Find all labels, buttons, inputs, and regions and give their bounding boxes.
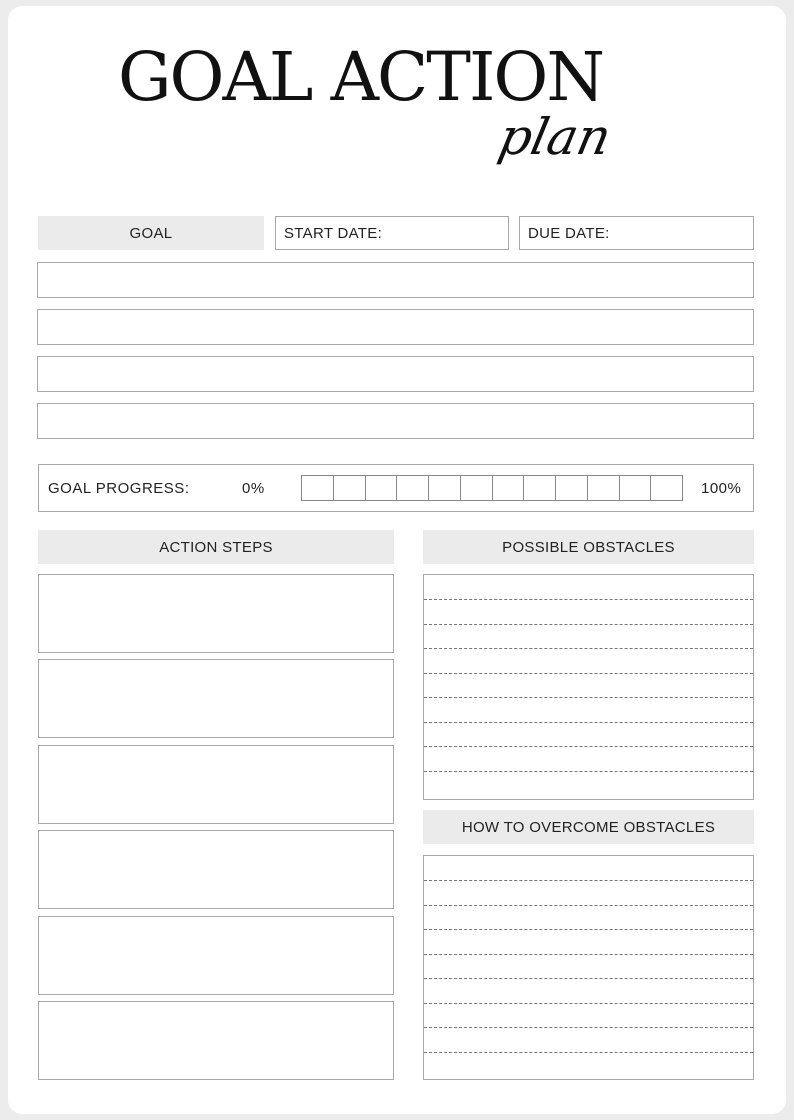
progress-segment[interactable] [556, 476, 588, 500]
writing-line [424, 746, 753, 747]
progress-max-label: 100% [701, 479, 742, 497]
progress-segment[interactable] [429, 476, 461, 500]
writing-line [424, 905, 753, 906]
progress-bar[interactable] [301, 475, 683, 501]
possible-obstacles-box[interactable] [423, 574, 754, 800]
start-date-field[interactable] [275, 216, 509, 250]
page-title: GOAL ACTION [118, 38, 603, 116]
writing-line [424, 954, 753, 955]
writing-line [424, 1052, 753, 1053]
start-date-label: START DATE: [284, 224, 383, 242]
progress-segment[interactable] [397, 476, 429, 500]
progress-segment[interactable] [493, 476, 525, 500]
action-step-box[interactable] [38, 830, 394, 909]
action-step-box[interactable] [38, 916, 394, 995]
writing-line [424, 599, 753, 600]
writing-line [424, 1027, 753, 1028]
writing-line [424, 673, 753, 674]
progress-segment[interactable] [588, 476, 620, 500]
action-step-box[interactable] [38, 659, 394, 738]
due-date-field[interactable] [519, 216, 754, 250]
progress-segment[interactable] [366, 476, 398, 500]
writing-line [424, 1003, 753, 1004]
action-steps-header: ACTION STEPS [38, 530, 394, 564]
writing-line [424, 697, 753, 698]
action-step-box[interactable] [38, 745, 394, 824]
progress-segment[interactable] [620, 476, 652, 500]
goal-line[interactable] [37, 356, 754, 392]
writing-line [424, 978, 753, 979]
progress-segment[interactable] [302, 476, 334, 500]
writing-line [424, 880, 753, 881]
goal-progress-row [38, 464, 754, 512]
action-step-box[interactable] [38, 1001, 394, 1080]
goal-line[interactable] [37, 262, 754, 298]
goal-line[interactable] [37, 403, 754, 439]
writing-line [424, 648, 753, 649]
progress-segment[interactable] [461, 476, 493, 500]
progress-segment[interactable] [651, 476, 682, 500]
action-step-box[interactable] [38, 574, 394, 653]
goal-label: GOAL [38, 216, 264, 250]
writing-line [424, 929, 753, 930]
writing-line [424, 771, 753, 772]
writing-line [424, 722, 753, 723]
progress-min-label: 0% [242, 479, 265, 497]
progress-segment[interactable] [524, 476, 556, 500]
possible-obstacles-header: POSSIBLE OBSTACLES [423, 530, 754, 564]
page-subtitle: plan [493, 108, 617, 166]
due-date-label: DUE DATE: [528, 224, 610, 242]
overcome-obstacles-box[interactable] [423, 855, 754, 1080]
goal-line[interactable] [37, 309, 754, 345]
goal-progress-label: GOAL PROGRESS: [48, 479, 190, 497]
overcome-obstacles-header: HOW TO OVERCOME OBSTACLES [423, 810, 754, 844]
writing-line [424, 624, 753, 625]
progress-segment[interactable] [334, 476, 366, 500]
